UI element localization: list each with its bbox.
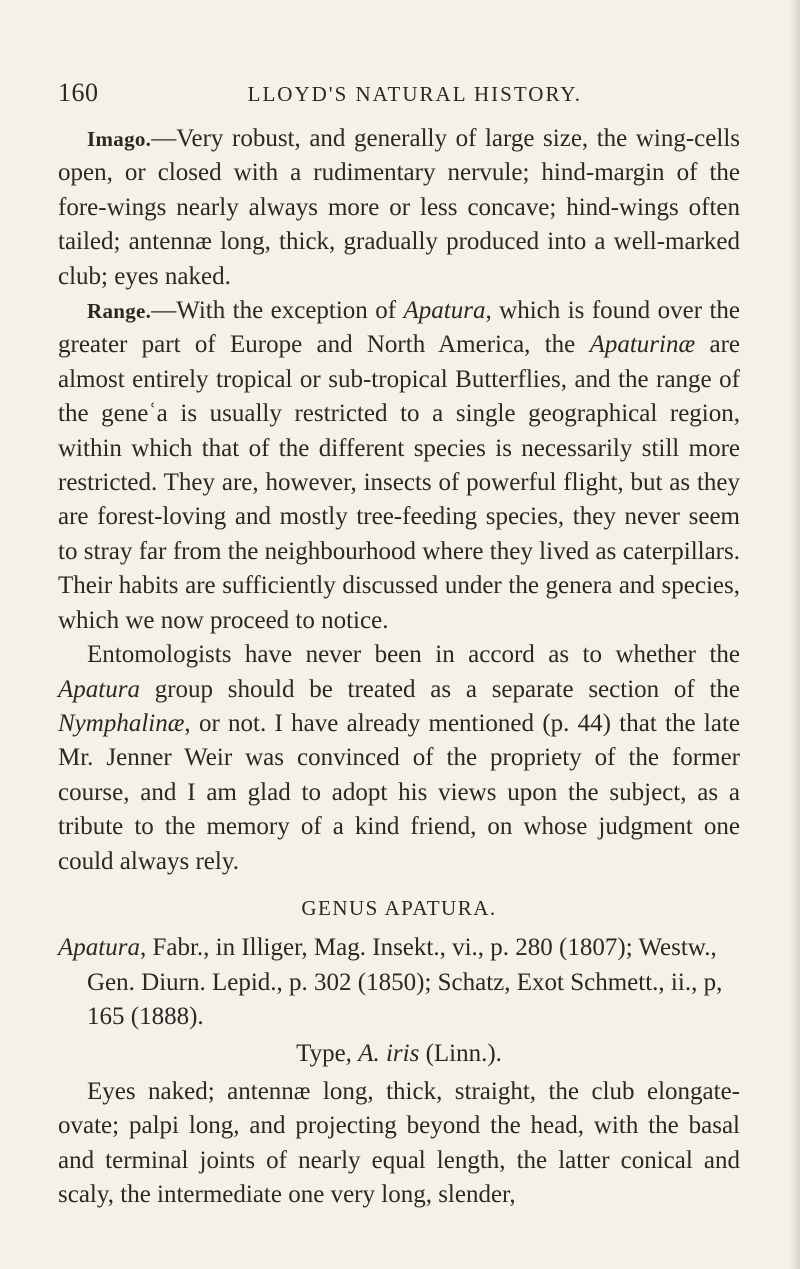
genus-description: Eyes naked; antennæ long, thick, straight, the club elongate-ovate; palpi long, and projecting beyond the head, with the basal and terminal joints of nearly equal length, the latter conical and scaly, the intermediate one very long, slender,	[58, 1077, 740, 1209]
citation-text: , Fabr., in Illiger, Mag. Insekt., vi., p. 280 (1807); Westw., Gen. Diurn. Lepid., p. 302 (1850); Schatz, Exot Schmett., ii., p, 165 (1888).	[87, 934, 723, 1031]
type-species-line	[58, 1037, 740, 1071]
type-species: A. iris	[358, 1039, 420, 1067]
entomologists-paragraph	[58, 638, 740, 879]
range-lead: Range.	[87, 299, 152, 324]
type-prefix: Type,	[296, 1039, 359, 1067]
range-genus-apatura: Apatura	[403, 297, 486, 325]
running-head: LLOYD'S NATURAL HISTORY.	[247, 82, 582, 106]
page-edge-shadow	[790, 0, 800, 1269]
range-subfamily-apaturinae: Apaturinæ	[589, 331, 696, 359]
citation-genus: Apatura	[58, 934, 140, 962]
body-text	[58, 122, 740, 1213]
imago-lead: Imago.	[87, 127, 152, 151]
range-paragraph	[58, 294, 740, 638]
imago-text: —Very robust, and generally of large size, the wing-cells open, or closed with a rudimentary nervule; hind-margin of the fore-wings nearly always more or less concave; hind-wings often tailed; antennæ long, thick, gradually produced into a well-marked club; eyes naked.	[58, 125, 740, 290]
genus-heading: GENUS APATURA.	[301, 895, 497, 920]
entomologists-text-2: group should be treated as a separate section of the	[139, 675, 740, 703]
entomologists-genus-apatura: Apatura	[58, 675, 140, 703]
range-text-3: are almost entirely tropical or sub-tropical Butterflies, and the range of the geneʿa is usually restricted to a single geographical region, within which that of the different species is necessarily still more restricted. They are, however, insects of powerful flight, but as they are forest-loving and mostly tree-feeding species, they never seem to stray far from the neighbourhood where they lived as caterpillars. Their habits are sufficiently discussed under the genera and species, which we now proceed to notice.	[58, 331, 740, 634]
page-number: 160	[58, 78, 99, 107]
imago-paragraph	[58, 122, 740, 294]
range-text-1: —With the exception of	[151, 297, 404, 325]
type-suffix: (Linn.).	[419, 1039, 502, 1067]
range-text-2: , which is found over the greater part of Europe and North America, the	[58, 297, 740, 359]
genus-citation	[58, 931, 740, 1034]
entomologists-subfamily-nymphalinae: Nymphalinæ	[58, 709, 185, 737]
entomologists-text-1: Entomologists have never been in accord as to whether the	[87, 641, 740, 669]
entomologists-text-3: , or not. I have already mentioned (p. 44) that the late Mr. Jenner Weir was convinced of the propriety of the former course, and I am glad to adopt his views upon the subject, as a tribute to the memory of a kind friend, on whose judgment one could always rely.	[58, 709, 740, 875]
page-header	[58, 78, 740, 118]
